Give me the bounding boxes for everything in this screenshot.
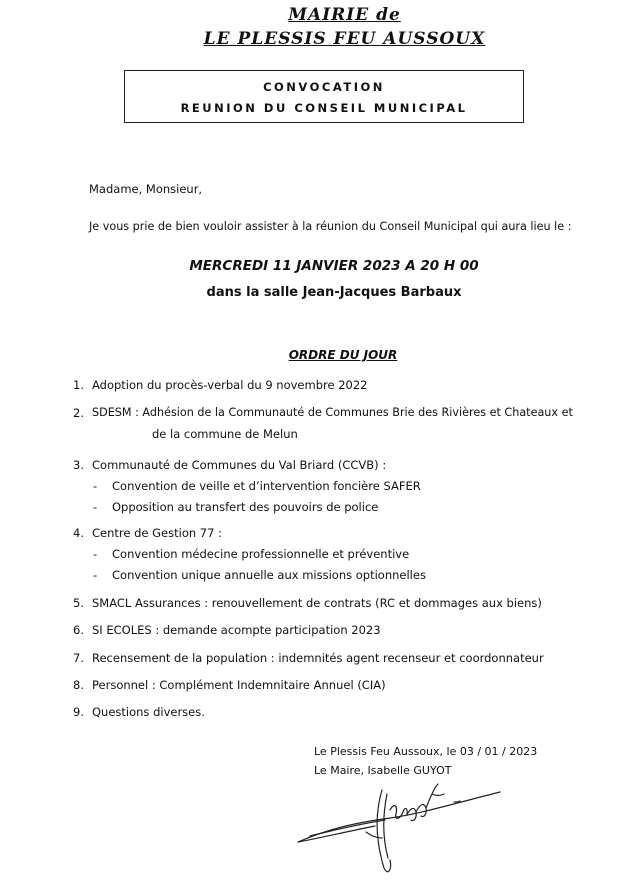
agenda-item: Recensement de la population : indemnités agent recenseur et coordonnateur [92,651,544,665]
convocation-title: CONVOCATION [263,80,385,94]
agenda-item-number: 5. [73,596,84,610]
agenda-item-number: 1. [73,378,84,392]
agenda-item: SDESM : Adhésion de la Communauté de Communes Brie des Rivières et Chateaux et [92,406,573,419]
meeting-place: dans la salle Jean-Jacques Barbaux [206,285,462,300]
agenda-item-number: 4. [73,526,84,540]
greeting: Madame, Monsieur, [89,182,203,196]
agenda-item: Adoption du procès-verbal du 9 novembre 2022 [92,378,368,392]
place-date: Le Plessis Feu Aussoux, le 03 / 01 / 2023 [314,745,538,758]
agenda-item-number: 6. [73,623,84,637]
agenda-item-continuation: de la commune de Melun [152,427,298,441]
handwritten-signature [290,780,510,880]
agenda-item: SI ECOLES : demande acompte participation 2023 [92,623,381,637]
agenda-item-number: 9. [73,705,84,719]
agenda-subitem: Convention médecine professionnelle et préventive [112,547,410,561]
meeting-date: MERCREDI 11 JANVIER 2023 A 20 H 00 [189,258,479,274]
agenda-subitem: Convention de veille et d’intervention foncière SAFER [112,479,421,493]
commune-name: LE PLESSIS FEU AUSSOUX [203,29,486,49]
mairie-header: MAIRIE de [288,5,401,25]
agenda-item-number: 3. [73,458,84,472]
agenda-item: SMACL Assurances : renouvellement de contrats (RC et dommages aux biens) [92,596,542,610]
agenda-item-number: 7. [73,651,84,665]
agenda-subitem: Convention unique annuelle aux missions optionnelles [112,568,426,582]
intro-text: Je vous prie de bien vouloir assister à la réunion du Conseil Municipal qui aura lieu le : [89,220,572,233]
list-dash: - [93,500,98,514]
agenda-item-number: 2. [73,406,84,420]
agenda-item: Personnel : Complément Indemnitaire Annuel (CIA) [92,678,386,692]
convocation-box [124,70,524,123]
agenda-item: Communauté de Communes du Val Briard (CCVB) : [92,458,387,472]
agenda-title: ORDRE DU JOUR [288,348,398,362]
agenda-item: Centre de Gestion 77 : [92,526,222,540]
list-dash: - [93,568,98,582]
convocation-subtitle: REUNION DU CONSEIL MUNICIPAL [180,101,468,115]
list-dash: - [93,547,98,561]
agenda-subitem: Opposition au transfert des pouvoirs de police [112,500,379,514]
list-dash: - [93,479,98,493]
agenda-item-number: 8. [73,678,84,692]
signatory: Le Maire, Isabelle GUYOT [314,764,452,777]
agenda-item: Questions diverses. [92,705,205,719]
